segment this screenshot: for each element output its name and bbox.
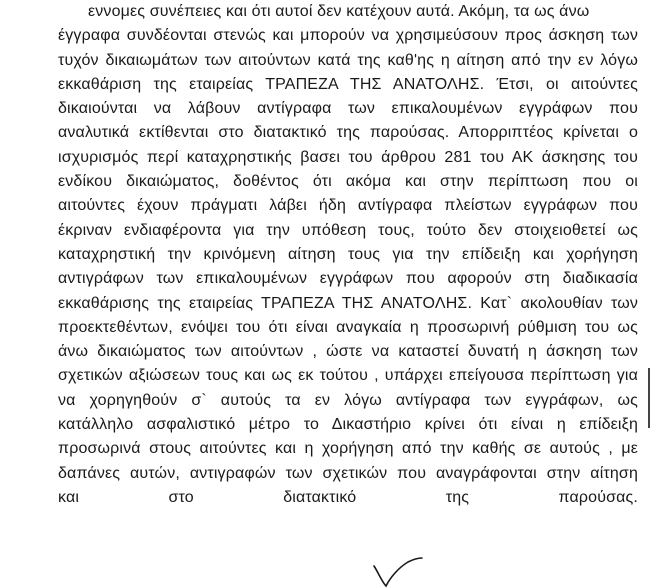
initials-signature — [368, 552, 428, 588]
text-line: δικαιούνται να λάβουν αντίγραφα των επικαλουμένων εγγράφων που — [58, 100, 638, 118]
margin-mark — [641, 368, 657, 428]
text-line: αναλυτικά εκτίθενται στο διατακτικό της παρούσας. Απορριπτέος κρίνεται ο — [58, 124, 638, 142]
text-line: ενδίκου δικαιώματος, δοθέντος ότι ακόμα και στην περίπτωση που οι — [58, 173, 638, 191]
text-line: κατάλληλο ασφαλιστικό μέτρο το Δικαστήριο κρίνει ότι είναι η επίδειξη — [58, 416, 638, 434]
text-line: και στο διατακτικό της παρούσας. — [58, 488, 638, 506]
text-line: ισχυρισμός περί καταχρηστικής βασει του άρθρου 281 του ΑΚ άσκησης του — [58, 148, 638, 166]
text-line: έγγραφα συνδέονται στενώς και μπορούν να χρησιμεύσουν προς άσκηση των — [58, 27, 638, 45]
text-line: σχετικών αξιώσεων τους και ως εκ τούτου , υπάρχει επείγουσα περίπτωση για — [58, 367, 638, 385]
body-text — [58, 0, 638, 510]
text-line: εκκαθάριση της εταιρείας ΤΡΑΠΕΖΑ ΤΗΣ ΑΝΑΤΟΛΗΣ. Έτσι, οι αιτούντες — [58, 75, 638, 93]
text-line: τυχόν δικαιωμάτων των αιτούντων κατά της καθ'ης η αίτηση από την εν λόγω — [58, 51, 638, 69]
text-line: αιτούντες έχουν πράγματι λάβει ήδη αντίγραφα πλείστων εγγράφων που — [58, 197, 638, 215]
text-line: εκκαθάρισης της εταιρείας ΤΡΑΠΕΖΑ ΤΗΣ ΑΝΑΤΟΛΗΣ. Κατ` ακολουθίαν των — [58, 294, 638, 312]
text-line: προεκτεθέντων, ενόψει του ότι είναι αναγκαία η προσωρινή ρύθμιση του ως — [58, 318, 638, 336]
text-line: εννομες συνέπειες και ότι αυτοί δεν κατέχουν αυτά. Ακόμη, τα ως άνω — [88, 3, 590, 20]
text-line: δαπάνες αυτών, αντιγραφών των σχετικών που αναγράφονται στην αίτηση — [58, 464, 638, 482]
text-line: να χορηγηθούν σ` αυτούς τα εν λόγω αντίγραφα των εγγράφων, ως — [58, 391, 638, 409]
text-line: αντιγράφων των επικαλουμένων εγγράφων που αφορούν στη διαδικασία — [58, 270, 638, 288]
text-line: προσωρινά στους αιτούντες και η χορήγηση από την καθής σε αυτούς , με — [58, 440, 638, 458]
text-line: καταχρηστική την κρινόμενη αίτηση τους για την επίδειξη και χορήγηση — [58, 245, 638, 263]
text-line: έκριναν ενδιαφέροντα για την υπόθεση τους, τούτο δεν στοιχειοθετεί ως — [58, 221, 638, 239]
text-line: άνω δικαιώματος των αιτούντων , ώστε να καταστεί δυνατή η άσκηση των — [58, 343, 638, 361]
